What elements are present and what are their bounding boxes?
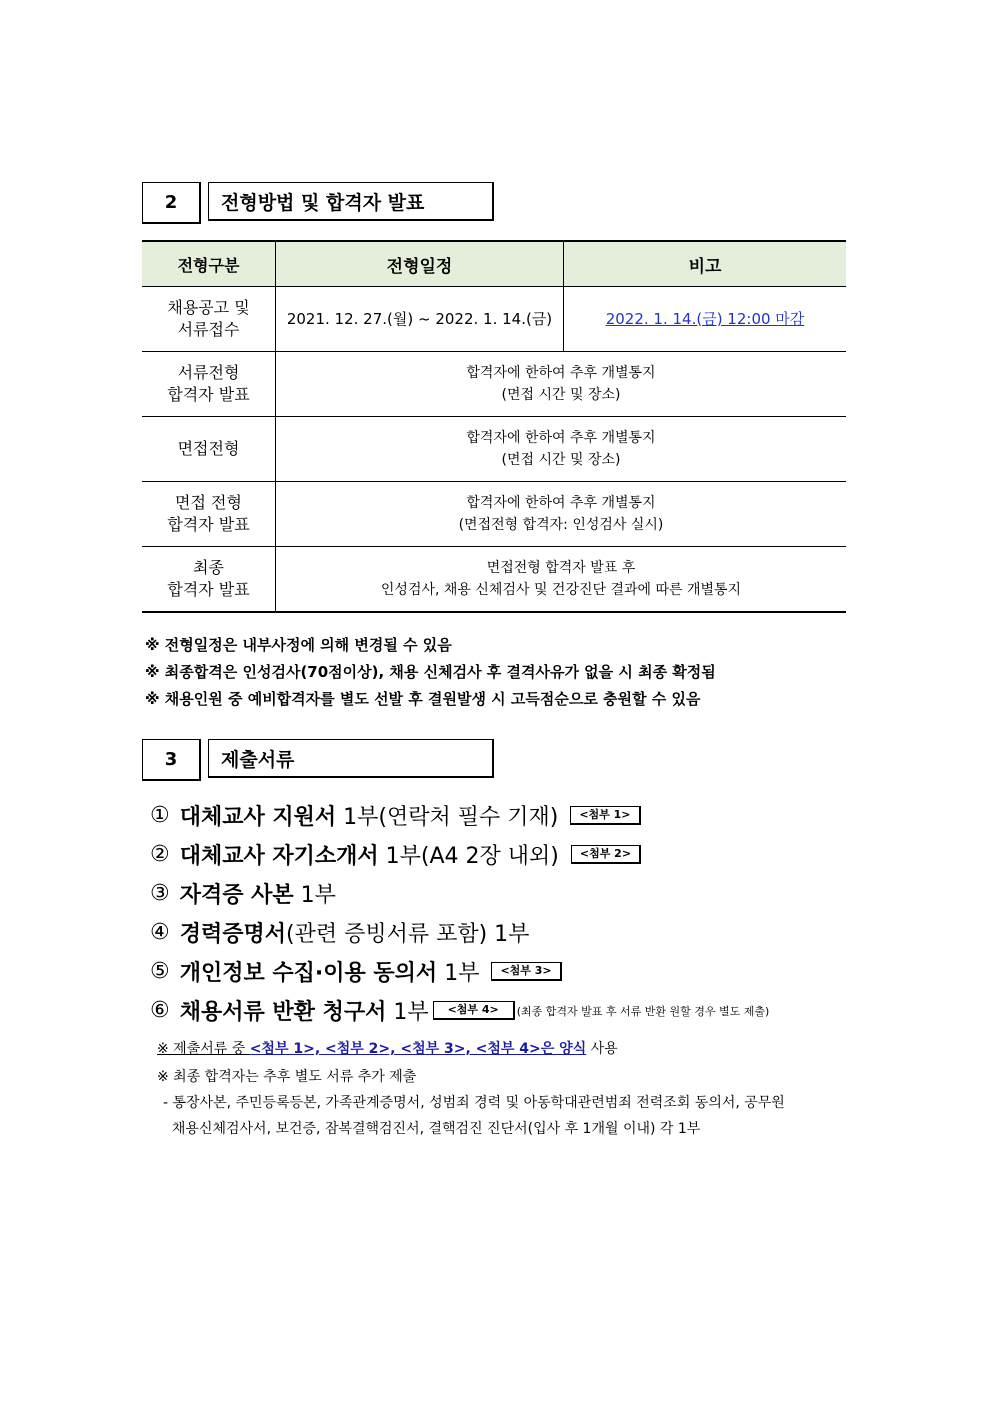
selection-schedule-table bbox=[142, 240, 846, 613]
row-label-line: 최종 bbox=[193, 558, 224, 577]
document-name: 개인정보 수집·이용 동의서 bbox=[179, 961, 438, 986]
document-name: 대체교사 지원서 bbox=[179, 805, 337, 830]
document-name: 자격증 사본 bbox=[179, 883, 294, 908]
deadline-link[interactable]: 2022. 1. 14.(금) 12:00 마감 bbox=[605, 309, 805, 328]
cell-line: 면접전형 합격자 발표 후 bbox=[486, 560, 636, 576]
required-documents-list bbox=[150, 796, 769, 1030]
row-label-line: 서류접수 bbox=[177, 320, 240, 339]
table-header-row bbox=[142, 241, 846, 287]
cell-line: 합격자에 한하여 추후 개별통지 bbox=[466, 430, 656, 446]
list-item bbox=[150, 874, 769, 913]
document-name: 경력증명서 bbox=[179, 922, 286, 947]
remarks-cell bbox=[564, 287, 847, 352]
section-number: 2 bbox=[142, 182, 201, 224]
item-number: ① bbox=[150, 803, 170, 828]
document-qty: (관련 증빙서류 포함) 1부 bbox=[286, 922, 530, 947]
attachment-tag: <첨부 1> bbox=[570, 806, 640, 825]
table-row bbox=[142, 417, 846, 482]
row-label-line: 면접전형 bbox=[177, 439, 240, 458]
table-row bbox=[142, 287, 846, 352]
header-schedule: 전형일정 bbox=[276, 241, 564, 287]
cell-line: (면접전형 합격자: 인성검사 실시) bbox=[458, 517, 664, 533]
schedule-cell: 2021. 12. 27.(월) ~ 2022. 1. 14.(금) bbox=[276, 287, 564, 352]
row-label-line: 채용공고 및 bbox=[167, 298, 250, 317]
merged-cell bbox=[276, 417, 847, 482]
document-qty: 1부(연락처 필수 기재) bbox=[343, 805, 559, 830]
header-category: 전형구분 bbox=[142, 241, 276, 287]
document-qty: 1부(A4 2장 내외) bbox=[385, 844, 559, 869]
row-label-line: 서류전형 bbox=[177, 363, 240, 382]
document-name: 대체교사 자기소개서 bbox=[179, 844, 379, 869]
row-label bbox=[142, 352, 276, 417]
section-number: 3 bbox=[142, 739, 201, 781]
document-extra-note: (최종 합격자 발표 후 서류 반환 원할 경우 별도 제출) bbox=[516, 1004, 770, 1018]
table-row bbox=[142, 547, 846, 613]
attachment-tag: <첨부 4> bbox=[433, 1001, 515, 1020]
note-prefix: ※ 제출서류 중 bbox=[157, 1041, 250, 1057]
item-number: ④ bbox=[150, 920, 170, 945]
row-label-line: 면접 전형 bbox=[175, 493, 242, 512]
item-number: ⑤ bbox=[150, 959, 170, 984]
row-label bbox=[142, 482, 276, 547]
merged-cell bbox=[276, 352, 847, 417]
note-item: ※ 전형일정은 내부사정에 의해 변경될 수 있음 bbox=[145, 636, 452, 654]
schedule-notes bbox=[145, 632, 716, 713]
attachment-tag: <첨부 3> bbox=[491, 962, 561, 981]
row-label-line: 합격자 발표 bbox=[167, 385, 250, 404]
attachment-tag: <첨부 2> bbox=[571, 845, 641, 864]
submission-notes bbox=[157, 1035, 618, 1091]
note-item: ※ 최종 합격자는 추후 별도 서류 추가 제출 bbox=[157, 1069, 417, 1085]
note-item bbox=[157, 1035, 618, 1063]
table-row bbox=[142, 482, 846, 547]
list-item bbox=[150, 913, 769, 952]
cell-line: (면접 시간 및 장소) bbox=[501, 452, 621, 468]
detail-line: - 통장사본, 주민등록등본, 가족관계증명서, 성범죄 경력 및 아동학대관련범죄 전력조회 동의서, 공무원 bbox=[163, 1095, 785, 1111]
additional-documents-detail bbox=[163, 1090, 785, 1142]
row-label bbox=[142, 287, 276, 352]
cell-line: 합격자에 한하여 추후 개별통지 bbox=[466, 495, 656, 511]
row-label bbox=[142, 417, 276, 482]
row-label-line: 합격자 발표 bbox=[167, 515, 250, 534]
merged-cell bbox=[276, 482, 847, 547]
list-item bbox=[150, 991, 769, 1030]
cell-line: 합격자에 한하여 추후 개별통지 bbox=[466, 365, 656, 381]
list-item bbox=[150, 835, 769, 874]
document-qty: 1부 bbox=[444, 961, 480, 986]
section-title: 전형방법 및 합격자 발표 bbox=[208, 182, 494, 221]
detail-line: 채용신체검사서, 보건증, 잠복결핵검진서, 결핵검진 진단서(입사 후 1개월 이내) 각 1부 bbox=[163, 1121, 701, 1137]
row-label bbox=[142, 547, 276, 613]
row-label-line: 합격자 발표 bbox=[167, 580, 250, 599]
document-name: 채용서류 반환 청구서 bbox=[179, 1000, 387, 1025]
item-number: ② bbox=[150, 842, 170, 867]
section-title: 제출서류 bbox=[208, 739, 494, 778]
note-item: ※ 채용인원 중 예비합격자를 별도 선발 후 결원발생 시 고득점순으로 충원할 수 있음 bbox=[145, 690, 701, 708]
list-item bbox=[150, 796, 769, 835]
cell-line: 인성검사, 채용 신체검사 및 건강진단 결과에 따른 개별통지 bbox=[380, 582, 742, 598]
attachment-links[interactable]: <첨부 1>, <첨부 2>, <첨부 3>, <첨부 4>은 양식 bbox=[249, 1041, 587, 1057]
note-item: ※ 최종합격은 인성검사(70점이상), 채용 신체검사 후 결격사유가 없을 시 최종 확정됨 bbox=[145, 663, 716, 681]
list-item bbox=[150, 952, 769, 991]
merged-cell bbox=[276, 547, 847, 613]
note-suffix: 사용 bbox=[586, 1041, 618, 1057]
cell-line: (면접 시간 및 장소) bbox=[501, 387, 621, 403]
table-row bbox=[142, 352, 846, 417]
document-qty: 1부 bbox=[300, 883, 336, 908]
header-remarks: 비고 bbox=[564, 241, 847, 287]
item-number: ⑥ bbox=[150, 998, 170, 1023]
document-qty: 1부 bbox=[393, 1000, 429, 1025]
item-number: ③ bbox=[150, 881, 170, 906]
